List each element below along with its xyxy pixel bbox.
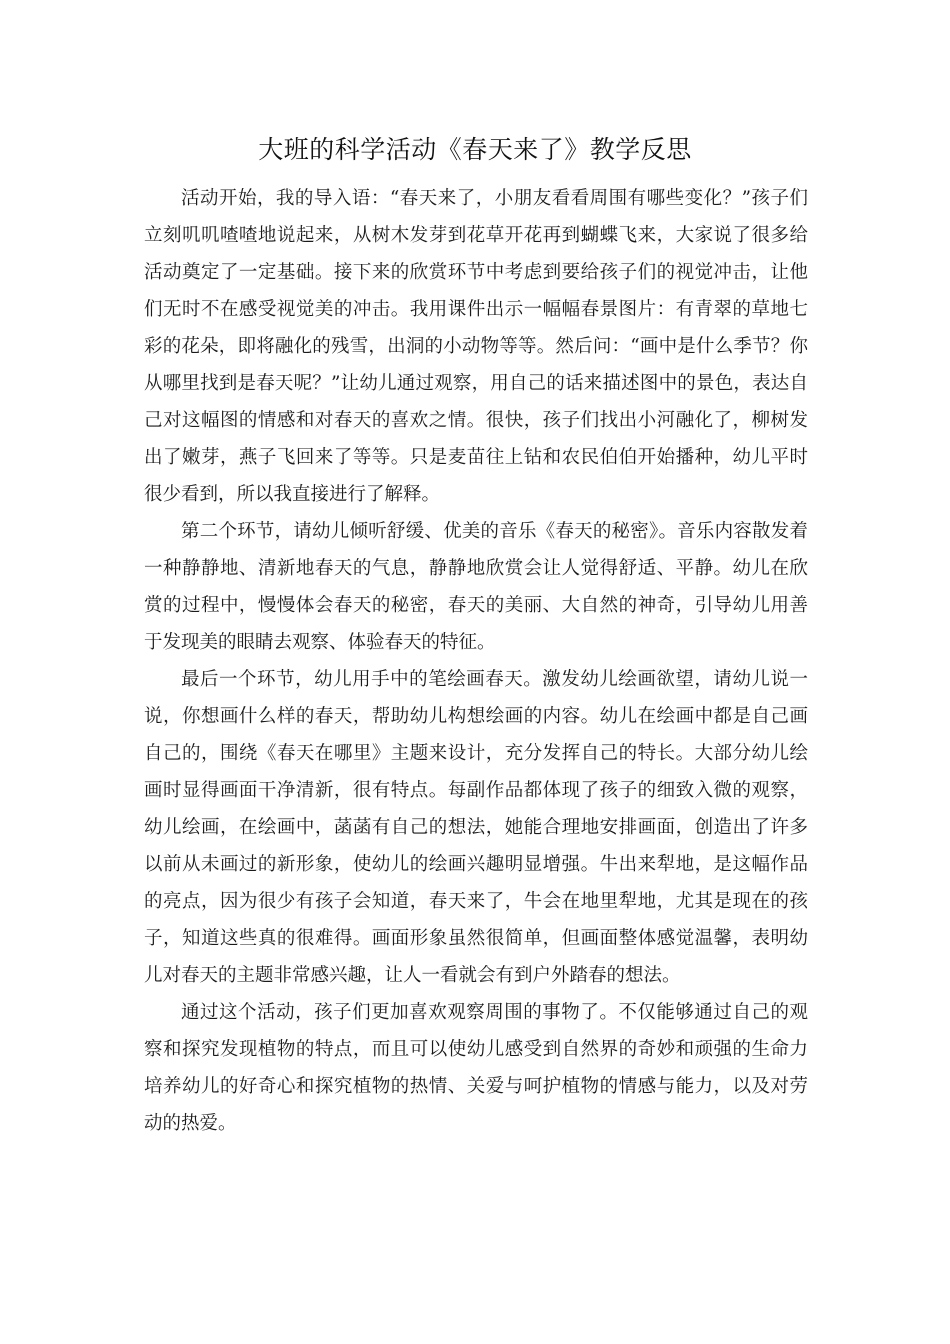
paragraph-second-section: 第二个环节，请幼儿倾听舒缓、优美的音乐《春天的秘密》。音乐内容散发着一种静静地、清新地春天的气息，静静地欣赏会让人觉得舒适、平静。幼儿在欣赏的过程中，慢慢体会春天的秘密，春天的美丽、大自然的神奇，引导幼儿用善于发现美的眼睛去观察、体验春天的特征。 xyxy=(144,521,808,653)
document-title: 大班的科学活动《春天来了》教学反思 xyxy=(258,135,692,164)
paragraph-last-section: 最后一个环节，幼儿用手中的笔绘画春天。激发幼儿绘画欲望，请幼儿说一说，你想画什么样的春天，帮助幼儿构想绘画的内容。幼儿在绘画中都是自己画自己的，围绕《春天在哪里》主题来设计，充分发挥自己的特长。大部分幼儿绘画时显得画面干净清新，很有特点。每副作品都体现了孩子的细致入微的观察，幼儿绘画，在绘画中，菡菡有自己的想法，她能合理地安排画面，创造出了许多以前从未画过的新形象，使幼儿的绘画兴趣明显增强。牛出来犁地，是这幅作品的亮点，因为很少有孩子会知道，春天来了，牛会在地里犁地，尤其是现在的孩子，知道这些真的很难得。画面形象虽然很简单，但画面整体感觉温馨，表明幼儿对春天的主题非常感兴趣，让人一看就会有到户外踏春的想法。 xyxy=(144,669,808,986)
document-body xyxy=(144,180,808,1142)
paragraph-intro: 活动开始，我的导入语：“春天来了，小朋友看看周围有哪些变化？”孩子们立刻叽叽喳喳地说起来，从树木发芽到花草开花再到蝴蝶飞来，大家说了很多给活动奠定了一定基础。接下来的欣赏环节中考虑到要给孩子们的视觉冲击，让他们无时不在感受视觉美的冲击。我用课件出示一幅幅春景图片：有青翠的草地七彩的花朵，即将融化的残雪，出洞的小动物等等。然后问：“画中是什么季节？你从哪里找到是春天呢？”让幼儿通过观察，用自己的话来描述图中的景色，表达自己对这幅图的情感和对春天的喜欢之情。很快，孩子们找出小河融化了，柳树发出了嫩芽，燕子飞回来了等等。只是麦苗往上钻和农民伯伯开始播种，幼儿平时很少看到，所以我直接进行了解释。 xyxy=(144,188,808,505)
paragraph-conclusion: 通过这个活动，孩子们更加喜欢观察周围的事物了。不仅能够通过自己的观察和探究发现植物的特点，而且可以使幼儿感受到自然界的奇妙和顽强的生命力培养幼儿的好奇心和探究植物的热情、关爱与呵护植物的情感与能力，以及对劳动的热爱。 xyxy=(144,1002,808,1134)
